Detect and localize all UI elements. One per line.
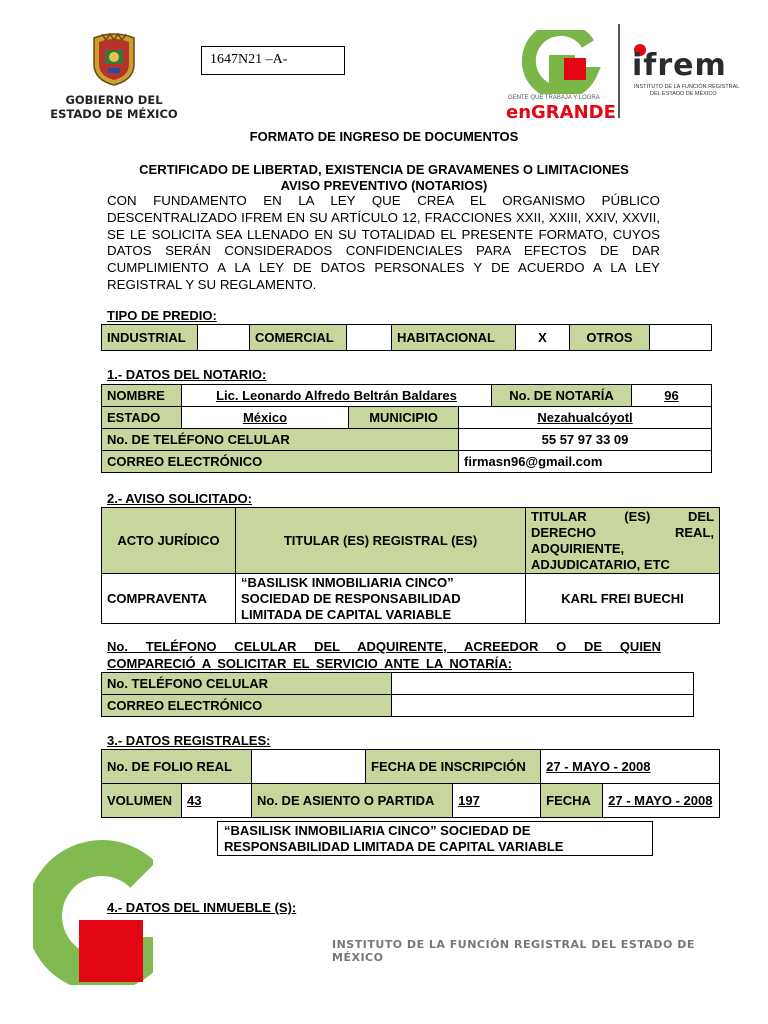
intro-paragraph: CON FUNDAMENTO EN LA LEY QUE CREA EL ORGANISMO PÚBLICO DESCENTRALIZADO IFREM EN SU ARTÍCULO 12, FRACCIONES XXII, XXIII, XXIV, XXVII, SE LE SOLICITA SEA LLENADO EN SU TOTALIDAD EL PRESENTE FORMATO, CUYOS DATOS SERÁN CONSIDERADOS CONFIDENCIALES PARA EFECTOS DE DAR CUMPLIMIENTO A LA LEY DE DATOS PERSONALES Y DE ACUERDO A LA LEY REGISTRAL Y SU REGLAMENTO. [107, 193, 660, 292]
engrande-tagline: GENTE QUE TRABAJA Y LOGRA [508, 95, 600, 101]
registrales-title: 3.- DATOS REGISTRALES: [107, 733, 271, 748]
correo-value[interactable]: firmasn96@gmail.com [459, 451, 712, 473]
engrande-word: enGRANDE [506, 102, 616, 123]
habitacional-label: HABITACIONAL [392, 325, 516, 351]
estado-de-mexico-seal [88, 30, 140, 86]
notario-title: 1.- DATOS DEL NOTARIO: [107, 367, 267, 382]
gobierno-logo-text [44, 93, 184, 121]
otros-label: OTROS [570, 325, 650, 351]
asiento-label: No. DE ASIENTO O PARTIDA [252, 784, 453, 818]
adquirente-title: No. TELÉFONO CELULAR DEL ADQUIRENTE, ACREEDOR O DE QUIEN COMPARECIÓ A SOLICITAR EL SERVICIO ANTE LA NOTARÍA: [107, 639, 661, 671]
folio-real-value[interactable] [252, 750, 366, 784]
aviso-title: 2.- AVISO SOLICITADO: [107, 491, 252, 506]
telefono-value[interactable]: 55 57 97 33 09 [459, 429, 712, 451]
adquirente-telefono-value[interactable] [392, 673, 694, 695]
comercial-label: COMERCIAL [250, 325, 347, 351]
form-title: FORMATO DE INGRESO DE DOCUMENTOS [249, 129, 519, 144]
ifrem-subtitle-1: INSTITUTO DE LA FUNCIÓN REGISTRAL [634, 84, 740, 90]
industrial-checkbox[interactable] [198, 325, 250, 351]
ifrem-subtitle [634, 84, 744, 98]
footer-institution: INSTITUTO DE LA FUNCIÓN REGISTRAL DEL ESTADO DE MÉXICO [332, 938, 695, 964]
titular-derecho-header: TITULAR (ES) DEL DERECHO REAL, ADQUIRIENTE, ADJUDICATARIO, ETC [526, 508, 720, 574]
gobierno-line-1: GOBIERNO DEL [65, 93, 163, 107]
otros-checkbox[interactable] [650, 325, 712, 351]
header-divider [618, 24, 620, 118]
estado-label: ESTADO [102, 407, 182, 429]
folio-number: 1647N21 –A- [210, 52, 288, 67]
form-subtitle-2: AVISO PREVENTIVO (NOTARIOS) [280, 178, 488, 193]
registrales-titular-box [217, 821, 653, 856]
volumen-value[interactable]: 43 [182, 784, 252, 818]
tipo-predio-table [101, 324, 712, 351]
habitacional-checkbox[interactable]: X [516, 325, 570, 351]
asiento-value[interactable]: 197 [453, 784, 541, 818]
adquirente-telefono-label: No. TELÉFONO CELULAR [102, 673, 392, 695]
acto-juridico-value[interactable]: COMPRAVENTA [102, 574, 236, 624]
folio-box [201, 46, 345, 75]
registrales-titular-value[interactable]: “BASILISK INMOBILIARIA CINCO” SOCIEDAD DE RESPONSABILIDAD LIMITADA DE CAPITAL VARIABLE [224, 823, 564, 854]
registrales-table [101, 749, 720, 818]
gobierno-line-2: ESTADO DE MÉXICO [50, 107, 178, 121]
fecha-label: FECHA [541, 784, 603, 818]
ifrem-logo [630, 40, 740, 100]
correo-label: CORREO ELECTRÓNICO [102, 451, 459, 473]
ifrem-subtitle-2: DEL ESTADO DE MÉXICO [650, 91, 717, 97]
titular-registral-header: TITULAR (ES) REGISTRAL (ES) [236, 508, 526, 574]
adquirente-correo-label: CORREO ELECTRÓNICO [102, 695, 392, 717]
nombre-label: NOMBRE [102, 385, 182, 407]
adquirente-correo-value[interactable] [392, 695, 694, 717]
telefono-label: No. DE TELÉFONO CELULAR [102, 429, 459, 451]
fecha-inscripcion-label: FECHA DE INSCRIPCIÓN [366, 750, 541, 784]
notaria-value[interactable]: 96 [632, 385, 712, 407]
acto-juridico-header: ACTO JURÍDICO [102, 508, 236, 574]
municipio-value[interactable]: Nezahualcóyotl [459, 407, 712, 429]
fecha-value[interactable]: 27 - MAYO - 2008 [603, 784, 720, 818]
nombre-value[interactable]: Lic. Leonardo Alfredo Beltrán Baldares [182, 385, 492, 407]
volumen-label: VOLUMEN [102, 784, 182, 818]
adquirente-table [101, 672, 694, 717]
comercial-checkbox[interactable] [347, 325, 392, 351]
estado-value[interactable]: México [182, 407, 349, 429]
folio-real-label: No. DE FOLIO REAL [102, 750, 252, 784]
titular-registral-value[interactable]: “BASILISK INMOBILIARIA CINCO” SOCIEDAD DE RESPONSABILIDAD LIMITADA DE CAPITAL VARIABLE [236, 574, 526, 624]
municipio-label: MUNICIPIO [349, 407, 459, 429]
titular-derecho-value[interactable]: KARL FREI BUECHI [526, 574, 720, 624]
inmueble-title: 4.- DATOS DEL INMUEBLE (S): [107, 900, 297, 915]
industrial-label: INDUSTRIAL [102, 325, 198, 351]
engrande-logo [506, 30, 616, 122]
aviso-table [101, 507, 720, 624]
ifrem-word: ifrem [632, 48, 727, 83]
tipo-predio-title: TIPO DE PREDIO: [107, 308, 217, 323]
notario-table [101, 384, 712, 473]
notaria-label: No. DE NOTARÍA [492, 385, 632, 407]
form-subtitle-1: CERTIFICADO DE LIBERTAD, EXISTENCIA DE GRAVAMENES O LIMITACIONES [139, 162, 629, 177]
fecha-inscripcion-value[interactable]: 27 - MAYO - 2008 [541, 750, 720, 784]
